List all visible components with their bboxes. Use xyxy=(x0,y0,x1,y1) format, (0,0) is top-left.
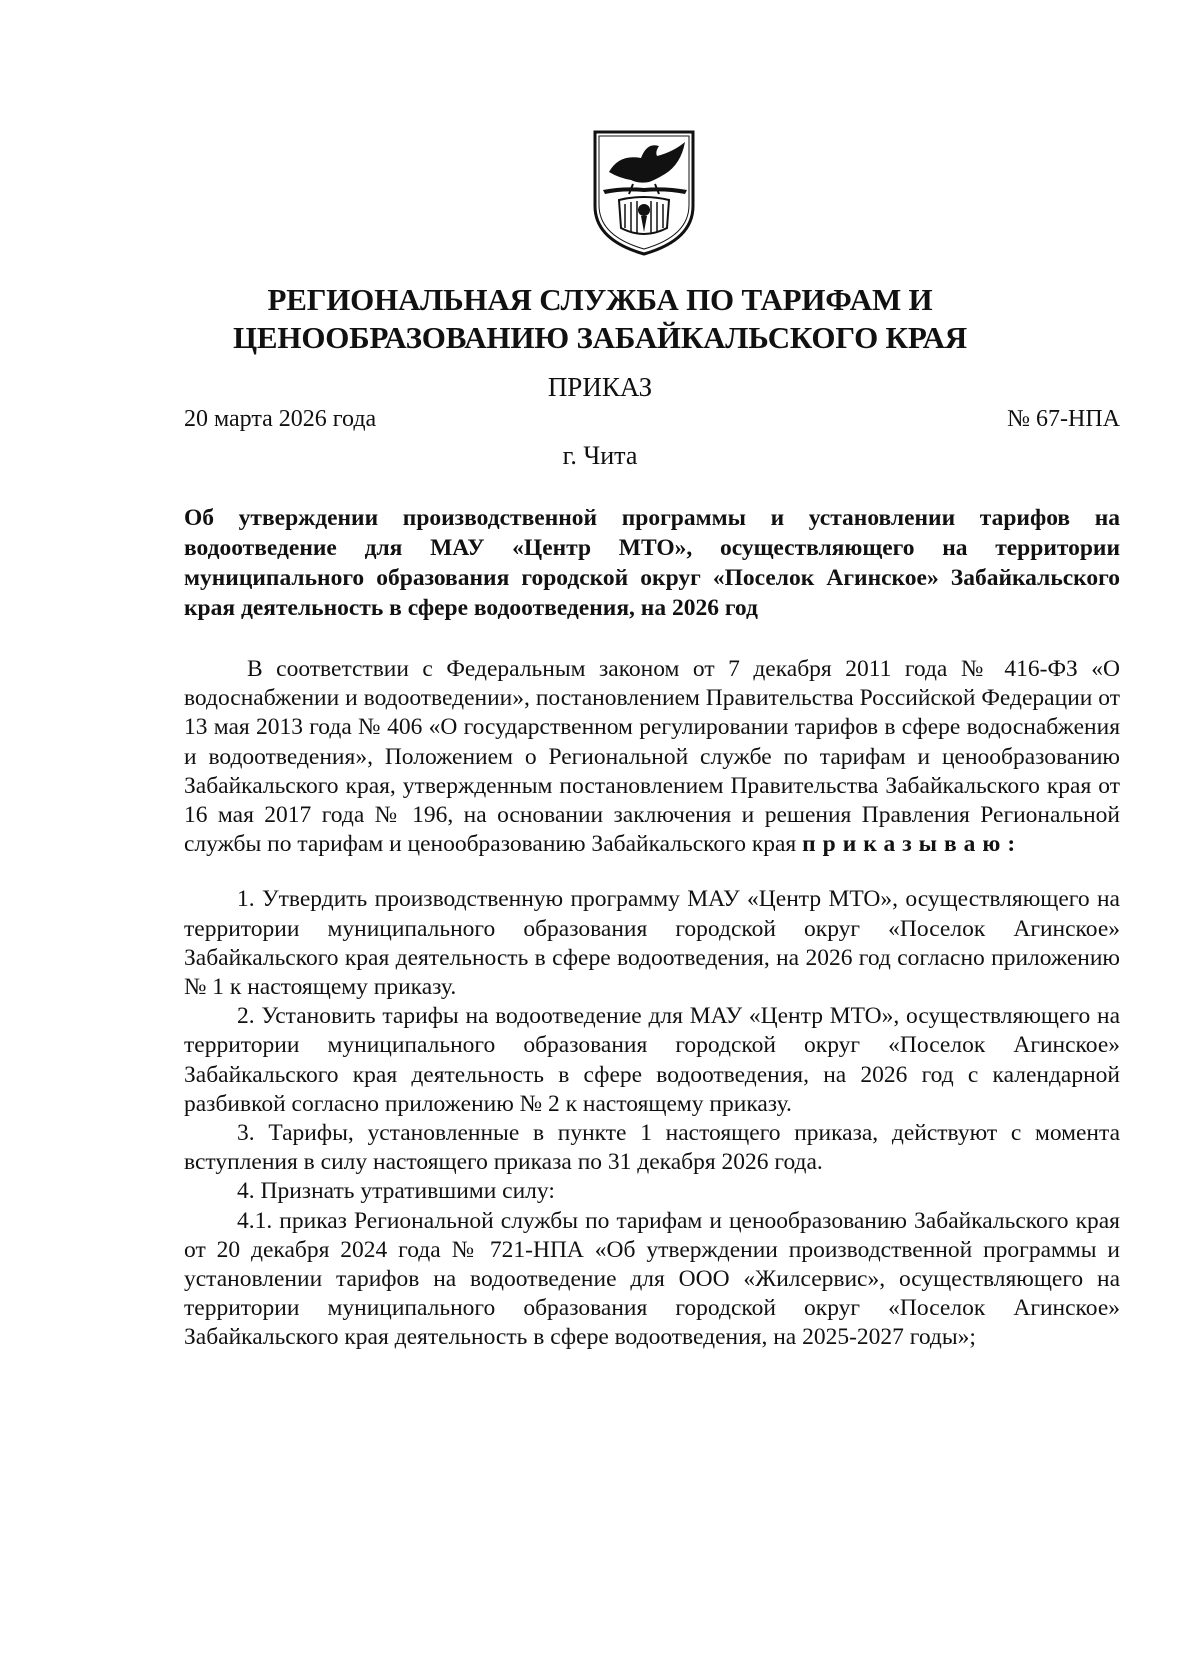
organization-name-line1: РЕГИОНАЛЬНАЯ СЛУЖБА ПО ТАРИФАМ И xyxy=(267,282,933,317)
document-number: № 67-НПА xyxy=(1007,406,1120,432)
coat-of-arms-icon xyxy=(589,128,699,258)
item-4: 4. Признать утратившими силу: xyxy=(237,1178,555,1205)
document-type: ПРИКАЗ xyxy=(547,372,653,402)
document-city: г. Чита xyxy=(562,441,638,470)
preamble-paragraph xyxy=(184,655,1120,859)
item-3: 3. Тарифы, установленные в пункте 1 настоящего приказа, действуют с момента вступления в силу настоящего приказа по 31 декабря 2026 года. xyxy=(184,1120,1120,1176)
organization-name-line2: ЦЕНООБРАЗОВАНИЮ ЗАБАЙКАЛЬСКОГО КРАЯ xyxy=(233,320,967,355)
decree-word: приказываю: xyxy=(802,831,1023,858)
paragraph-gap xyxy=(184,859,1120,885)
item-4-1: 4.1. приказ Региональной службы по тарифам и ценообразованию Забайкальского края от 20 декабря 2024 года № 721-НПА «Об утверждении производственной программы и установлении тарифов на водоотведение для ООО «Жилсервис», осуществляющего на территории муниципального образования городской округ «Поселок Агинское» Забайкальского края деятельность в сфере водоотведения, на 2025-2027 годы»; xyxy=(184,1207,1120,1351)
item-1: 1. Утвердить производственную программу МАУ «Центр МТО», осуществляющего на территории муниципального образования городской округ «Поселок Агинское» Забайкальского края деятельность в сфере водоотведения, на 2026 год согласно приложению № 1 к настоящему приказу. xyxy=(184,886,1120,1001)
document-date: 20 марта 2026 года xyxy=(184,406,377,432)
document-body xyxy=(184,655,1120,1353)
document-title: Об утверждении производственной программы и установлении тарифов на водоотведение для МАУ «Центр МТО», осуществляющего на территории муниципального образования городской округ «Поселок Агинское» Забайкальского края деятельность в сфере водоотведения, на 2026 год xyxy=(184,505,1120,621)
preamble-text: В соответствии с Федеральным законом от 7 декабря 2011 года № 416-ФЗ «О водоснабжении и водоотведении», постановлением Правительства Российской Федерации от 13 мая 2013 года № 406 «О государственном регулировании тарифов в сфере водоснабжения и водоотведения», Положением о Региональной службе по тарифам и ценообразованию Забайкальского края, утвержденным постановлением Правительства Забайкальского края от 16 мая 2017 года № 196, на основании заключения и решения Правления Региональной службы по тарифам и ценообразованию Забайкальского края xyxy=(184,656,1120,858)
item-2: 2. Установить тарифы на водоотведение для МАУ «Центр МТО», осуществляющего на территории муниципального образования городской округ «Поселок Агинское» Забайкальского края деятельность в сфере водоотведения, на 2026 год с календарной разбивкой согласно приложению № 2 к настоящему приказу. xyxy=(184,1003,1120,1117)
